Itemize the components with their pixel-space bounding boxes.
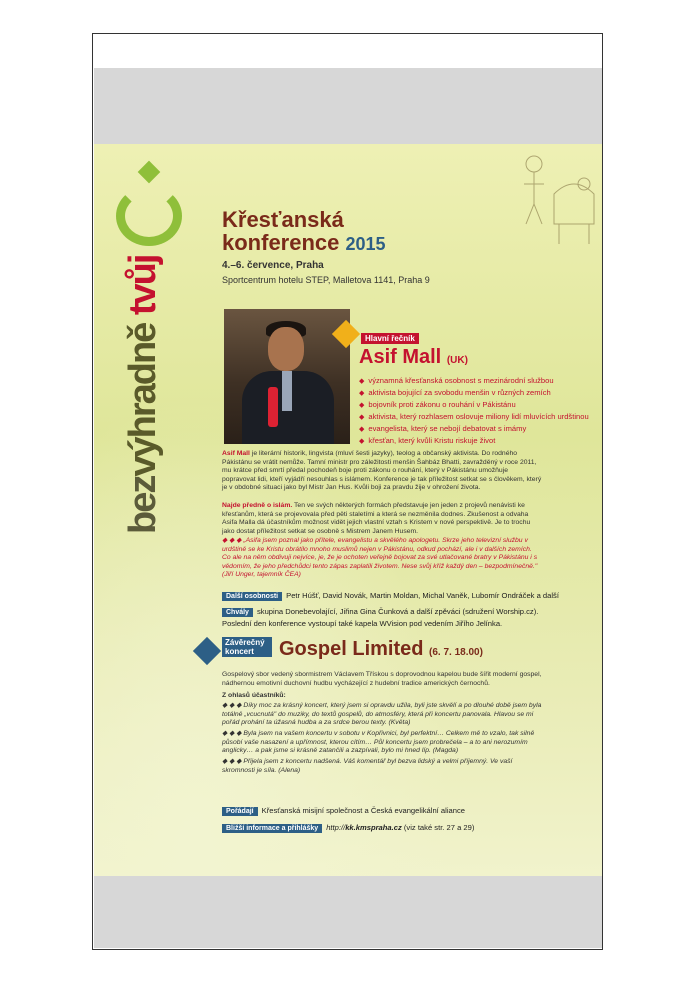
reviews-heading: Z ohlasů účastníků: — [222, 692, 286, 699]
logo-arc — [116, 186, 182, 246]
speaker-bullets — [359, 375, 589, 447]
speaker-photo — [224, 309, 350, 444]
event-dates: 4.–6. července, Praha — [222, 260, 324, 271]
page-title — [222, 208, 386, 256]
info-row: Bližší informace a přihlášky http://kk.kmspraha.cz (viz také str. 27 a 29) — [222, 823, 474, 833]
list-item: ◆ aktivista, který rozhlasem oslovuje miliony lidí mluvících urdštinou — [359, 411, 589, 423]
list-item: ◆ významná křesťanská osobnost s mezinárodní službou — [359, 375, 589, 387]
bio-paragraph-1: Asif Mall je literární historik, lingvista (mluví šesti jazyky), teolog a občanský aktivista. Do rodného Pákistánu se vrátit nemůže. Tamní ministr pro záležitosti menšin Šahbáz Bhatti, zavražděný v roce 2011, mu krátce před smrtí předal pochodeň boje proti zákonu o rouhání, který v Pákistánu umožňuje popravovat lidi, kteří vyjádří nesouhlas s islámem. Konference je tak příležitost setkat se s člověkem, který je v obdobné situaci jako byl Mistr Jan Hus. Kvůli boji za pravdu žije v ohrožení života. — [222, 450, 542, 492]
praise-row: Chvály skupina Donebevolající, Jiřina Gina Čunková a další zpěváci (sdružení Worship.cz). — [222, 607, 538, 617]
review-1: ◆ ◆ ◆ Díky moc za krásný koncert, který jsem si opravdu užila, byli jste skvělí a po dlouhé době jsem byla totálně „vcucnutá" do muziky, do textů gospelů, do atmosféry, která při koncertu panovala. Hlavou se mi pořád prohání ta úžasná hudba a za srdce berou texty. (Květa) — [222, 702, 542, 727]
list-item: ◆ křesťan, který kvůli Kristu riskuje život — [359, 435, 589, 447]
concert-diamond — [193, 637, 221, 665]
bio-quote: ◆ ◆ ◆ „Asifa jsem poznal jako přítele, evangelistu a skvělého apologetu. Skrze jeho televizní službu v urdštině se ke Kristu obrátilo mnoho muslimů nejen v Pákistánu, odkud pochází, ale i v dalších zemích. Co ale na něm obdivuji nejvíce, je, že je ochoten veřejně bojovat za své utlačované bratry v Pákistánu i s vědomím, že jeho předchůdci tento zápas zaplatili životem. Nese svůj kříž každý den – bezpodmínečně." (Jiří Unger, tajemník ČEA) — [222, 537, 538, 579]
info-link[interactable]: kk.kmspraha.cz — [345, 823, 402, 832]
list-item: ◆ bojovník proti zákonu o rouhání v Pákistánu — [359, 399, 589, 411]
praise-note: Poslední den konference vystoupí také kapela WVision pod vedením Jiřího Jelínka. — [222, 619, 503, 628]
logo-word-bez: bez — [122, 476, 164, 534]
review-3: ◆ ◆ ◆ Přijela jsem z koncertu nadšená. Váš komentář byl bezva lidský a velmi příjemný. Ve vaší skromnosti je síla. (Alena) — [222, 758, 513, 774]
title-year: 2015 — [345, 234, 386, 254]
title-line2: konference — [222, 230, 340, 255]
title-line1: Křesťanská — [222, 207, 344, 232]
other-speakers-row: Další osobnosti Petr Húšť, David Novák, Martin Moldan, Michal Vaněk, Lubomír Ondráček a další — [222, 591, 559, 601]
review-2: ◆ ◆ ◆ Byla jsem na vašem koncertu v sobotu v Kopřivnici, byl perfektní… Celkem mě to vzalo, tak silně působí vaše nasazení a upřímnost, kterou cítím… Půl koncertu jsem probrečela – a to ani nerozumím anglicky… a pak jsme si krásně zatančili a zazpívali, bylo mi hned líp. (Magda) — [222, 730, 535, 755]
bio-paragraph-2: Najde předně o islám. Ten ve svých některých formách představuje jen jeden z projevů nenávisti ke křesťanům, která se projevovala před pěti staletími a která se nezměnila dodnes. Zkušenost a odvaha Asifa Malla dá účastníkům možnost vidět jejich vlastní vztah s Kristem v nové perspektivě. Je to trochu jako dostat příležitost setkat se osobně s Mistrem Janem Husem. — [222, 502, 531, 535]
conference-poster — [94, 144, 602, 876]
concert-title: Gospel Limited (6. 7. 18.00) — [279, 638, 483, 660]
main-speaker-tag: Hlavní řečník — [361, 333, 419, 344]
medieval-sketch-illustration — [514, 144, 602, 254]
vertical-logo — [124, 256, 162, 534]
list-item: ◆ aktivista bojující za svobodu menšin v různých zemích — [359, 387, 589, 399]
bottom-gray-band — [94, 876, 602, 948]
concert-tag: Závěrečný koncert — [222, 637, 272, 657]
list-item: ◆ evangelista, který se nebojí debatovat s imámy — [359, 423, 589, 435]
top-gray-band — [94, 68, 602, 144]
logo-word-tvuj: tvůj — [122, 255, 164, 316]
concert-description: Gospelový sbor vedený sbormistrem Václavem Třískou s doprovodnou kapelou bude šířit moderní gospel, nádhernou emotivní duchovní hudbu vycházející z hudební tradice amerických černochů. — [222, 671, 542, 687]
logo-word-vyhradne: výhradně — [122, 315, 164, 477]
speaker-name: Asif Mall (UK) — [359, 346, 468, 368]
event-venue: Sportcentrum hotelu STEP, Malletova 1141, Praha 9 — [222, 275, 430, 285]
logo-diamond — [138, 161, 161, 184]
organizer-row: Pořádají Křesťanská misijní společnost a Česká evangelikální aliance — [222, 806, 465, 816]
